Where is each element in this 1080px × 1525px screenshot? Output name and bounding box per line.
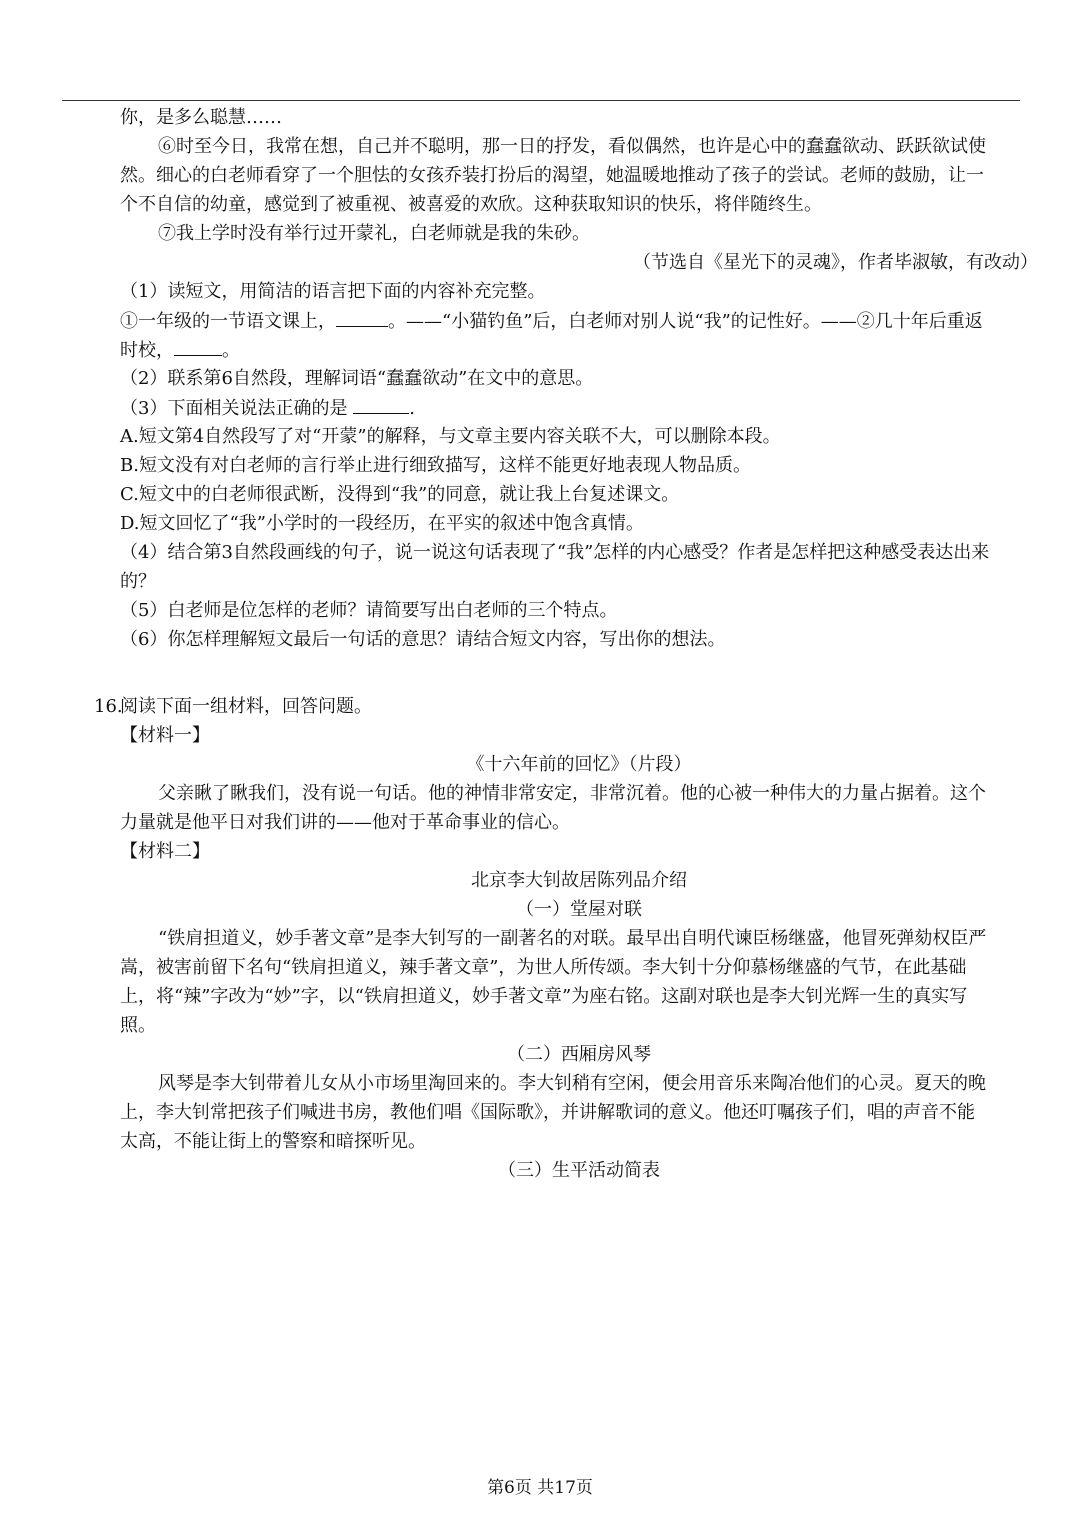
answer-blank[interactable] (174, 335, 222, 356)
page-number: 第6页 共17页 (487, 1478, 593, 1498)
header-rule (62, 100, 1020, 101)
question-1-text: 时校， (120, 340, 174, 361)
answer-blank[interactable] (336, 306, 388, 327)
section-1-text: 上，将“辣”字改为“妙”字，以“铁肩担道义，妙手著文章”为座右铭。这副对联也是李大钊光辉一生的真实写 (120, 986, 968, 1007)
document-body (94, 103, 1038, 1185)
material-1-text: 力量就是他平日对我们讲的——他对于革命事业的信心。 (120, 812, 570, 833)
question-16-prompt: 阅读下面一组材料，回答问题。 (120, 696, 372, 717)
question-4-cont: 的？ (120, 571, 156, 592)
paragraph-6-line: 个不自信的幼童，感觉到了被重视、被喜爱的欢欣。这种获取知识的快乐，将伴随终生。 (120, 194, 822, 215)
paragraph-7: ⑦我上学时没有举行过开蒙礼，白老师就是我的朱砂。 (158, 223, 590, 244)
question-1-line (120, 335, 1038, 364)
question-6: （6）你怎样理解短文最后一句话的意思？请结合短文内容，写出你的想法。 (120, 629, 726, 650)
section-1-text: 嵩，被害前留下名句“铁肩担道义，辣手著文章”，为世人所传颂。李大钊十分仰慕杨继盛的气节，在此基础 (120, 957, 967, 978)
question-1: （1）读短文，用简洁的语言把下面的内容补充完整。 (120, 281, 546, 302)
question-4: （4）结合第3自然段画线的句子，说一说这句话表现了“我”怎样的内心感受？作者是怎样把这种感受表达出来 (120, 542, 990, 563)
section-2-text: 风琴是李大钊带着儿女从小市场里淘回来的。李大钊稍有空闲，便会用音乐来陶冶他们的心灵。夏天的晚 (158, 1073, 986, 1094)
paragraph-6-line: ⑥时至今日，我常在想，自己并不聪明，那一日的抒发，看似偶然，也许是心中的蠢蠢欲动、跃跃欲试使 (158, 136, 986, 157)
question-number: 16. (94, 696, 123, 717)
material-1-text: 父亲瞅了瞅我们，没有说一句话。他的神情非常安定，非常沉着。他的心被一种伟大的力量占据着。这个 (158, 783, 986, 804)
question-2: （2）联系第6自然段，理解词语“蠢蠢欲动”在文中的意思。 (120, 368, 594, 389)
section-1-title: （一）堂屋对联 (516, 899, 642, 920)
material-1-title: 《十六年前的回忆》（片段） (466, 754, 692, 775)
option-c: C.短文中的白老师很武断，没得到“我”的同意，就让我上台复述课文。 (120, 484, 680, 505)
paragraph-6-line: 然。细心的白老师看穿了一个胆怯的女孩乔装打扮后的渴望，她温暖地推动了孩子的尝试。老师的鼓励，让一 (120, 165, 984, 186)
passage-line: 你，是多么聪慧…… (120, 107, 282, 128)
spacer (120, 654, 1038, 692)
section-2-text: 太高，不能让街上的警察和暗探听见。 (120, 1131, 426, 1152)
section-1-text: 照。 (120, 1015, 156, 1036)
material-2-label: 【材料二】 (120, 841, 210, 862)
section-1-text: “铁肩担道义，妙手著文章”是李大钊写的一副著名的对联。最早出自明代谏臣杨继盛，他冒死弹劾权臣严 (158, 928, 987, 949)
option-b: B.短文没有对白老师的言行举止进行细致描写，这样不能更好地表现人物品质。 (120, 455, 751, 476)
question-3-period: . (409, 398, 415, 419)
option-a: A.短文第4自然段写了对“开蒙”的解释，与文章主要内容关联不大，可以删除本段。 (120, 426, 781, 447)
question-5: （5）白老师是位怎样的老师？请简要写出白老师的三个特点。 (120, 600, 618, 621)
question-3 (120, 393, 1038, 422)
question-16 (94, 692, 1038, 721)
question-1-text: 。——“小猫钓鱼”后，白老师对别人说“我”的记性好。——②几十年后重返 (388, 311, 983, 332)
section-3-title: （三）生平活动简表 (498, 1160, 660, 1181)
question-1-line (120, 306, 1038, 335)
option-d: D.短文回忆了“我”小学时的一段经历，在平实的叙述中饱含真情。 (120, 513, 644, 534)
question-1-text: ①一年级的一节语文课上， (120, 311, 336, 332)
material-1-label: 【材料一】 (120, 725, 210, 746)
question-1-text: 。 (222, 340, 240, 361)
question-3-text: （3）下面相关说法正确的是 (120, 398, 354, 419)
section-2-title: （二）西厢房风琴 (507, 1044, 651, 1065)
material-2-title: 北京李大钊故居陈列品介绍 (471, 870, 687, 891)
answer-blank[interactable] (353, 393, 409, 414)
source-citation: （节选自《星光下的灵魂》，作者毕淑敏，有改动） (633, 252, 1038, 273)
section-2-text: 上，李大钊常把孩子们喊进书房，教他们唱《国际歌》，并讲解歌词的意义。他还叮嘱孩子们，唱的声音不能 (120, 1102, 975, 1123)
